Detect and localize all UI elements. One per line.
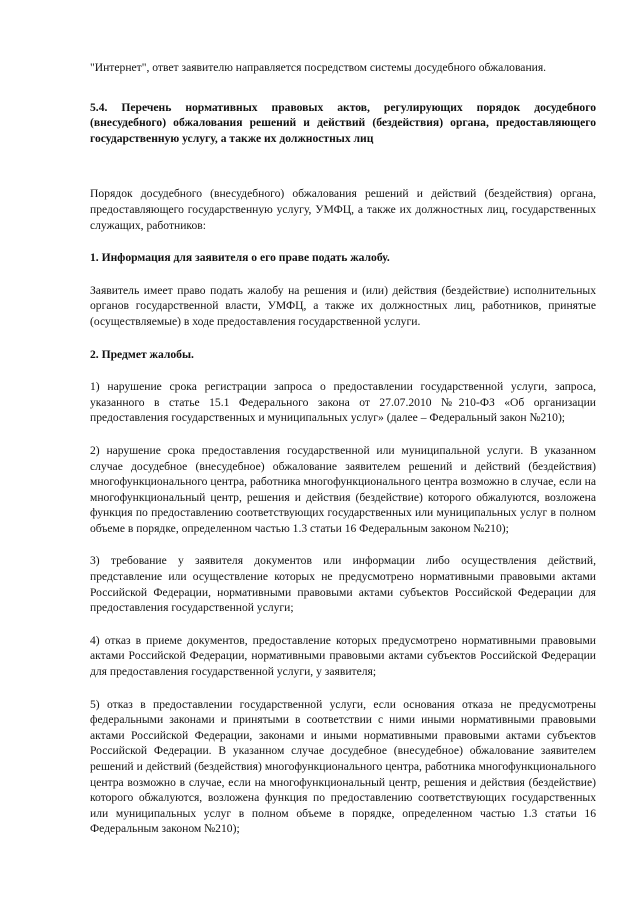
- complaint-item-3: 3) требование у заявителя документов или информации либо осуществления действий, представление или осуществление которых не предусмотрено нормативными правовыми актами Российской Федерации, нормативными правовыми актами субъектов Российской Федерации для предоставления государственной услуги;: [90, 554, 596, 615]
- document-page: [90, 60, 596, 854]
- intro-paragraph: "Интернет", ответ заявителю направляется посредством системы досудебного обжалования.: [90, 61, 547, 74]
- subsection-1-text: Заявитель имеет право подать жалобу на решения и (или) действия (бездействие) исполнительных органов государственной власти, УМФЦ, а также их должностных лиц, работников, принятые (осуществляемые) в ходе предоставления государственной услуги.: [90, 283, 596, 328]
- subsection-1-heading: 1. Информация для заявителя о его праве подать жалобу.: [90, 251, 390, 265]
- complaint-item-2: 2) нарушение срока предоставления государственной или муниципальной услуги. В указанном случае досудебное (внесудебное) обжалование заявителем решений и действий (бездействия) многофункционального центра, работника многофункционального центра возможно в случае, если на многофункциональный центр, решения и действия (бездействие) которого обжалуются, возложена функция по предоставлению соответствующих государственных или муниципальных услуг в полном объеме в порядке, определенном частью 1.3 статьи 16 Федеральным законом №210);: [90, 443, 596, 535]
- complaint-item-1: 1) нарушение срока регистрации запроса о предоставлении государственной услуги, запроса, указанного в статье 15.1 Федерального закона от 27.07.2010 №210-ФЗ «Об организации предоставления государственных и муниципальных услуг» (далее – Федеральный закон №210);: [90, 380, 596, 425]
- complaint-item-5: 5) отказ в предоставлении государственной услуги, если основания отказа не предусмотрены федеральными законами и принятыми в соответствии с ними иными нормативными правовыми актами Российской Федерации, законами и иными нормативными правовыми актами субъектов Российской Федерации. В указанном случае досудебное (внесудебное) обжалование заявителем решений и действий (бездействия) многофункционального центра, работника многофункционального центра возможно в случае, если на многофункциональный центр, решения и действия (бездействие) которого обжалуются, возложена функция по предоставлению соответствующих государственных или муниципальных услуг в полном объеме в порядке, определенном частью 1.3 статьи 16 Федеральным законом №210);: [90, 697, 596, 836]
- complaint-item-4: 4) отказ в приеме документов, предоставление которых предусмотрено нормативными правовыми актами Российской Федерации, нормативными правовыми актами субъектов Российской Федерации для предоставления государственной услуги, у заявителя;: [90, 633, 596, 679]
- subsection-2-heading: 2. Предмет жалобы.: [90, 347, 194, 361]
- order-paragraph: Порядок досудебного (внесудебного) обжалования решений и действий (бездействия) органа, предоставляющего государственную услугу, УМФЦ, а также их должностных лиц, государственных служащих, работников:: [90, 187, 596, 232]
- section-heading: 5.4. Перечень нормативных правовых актов, регулирующих порядок досудебного (внесудебного) обжалования решений и действий (бездействия) органа, предоставляющего государственную услугу, а также их должностных лиц: [90, 100, 596, 145]
